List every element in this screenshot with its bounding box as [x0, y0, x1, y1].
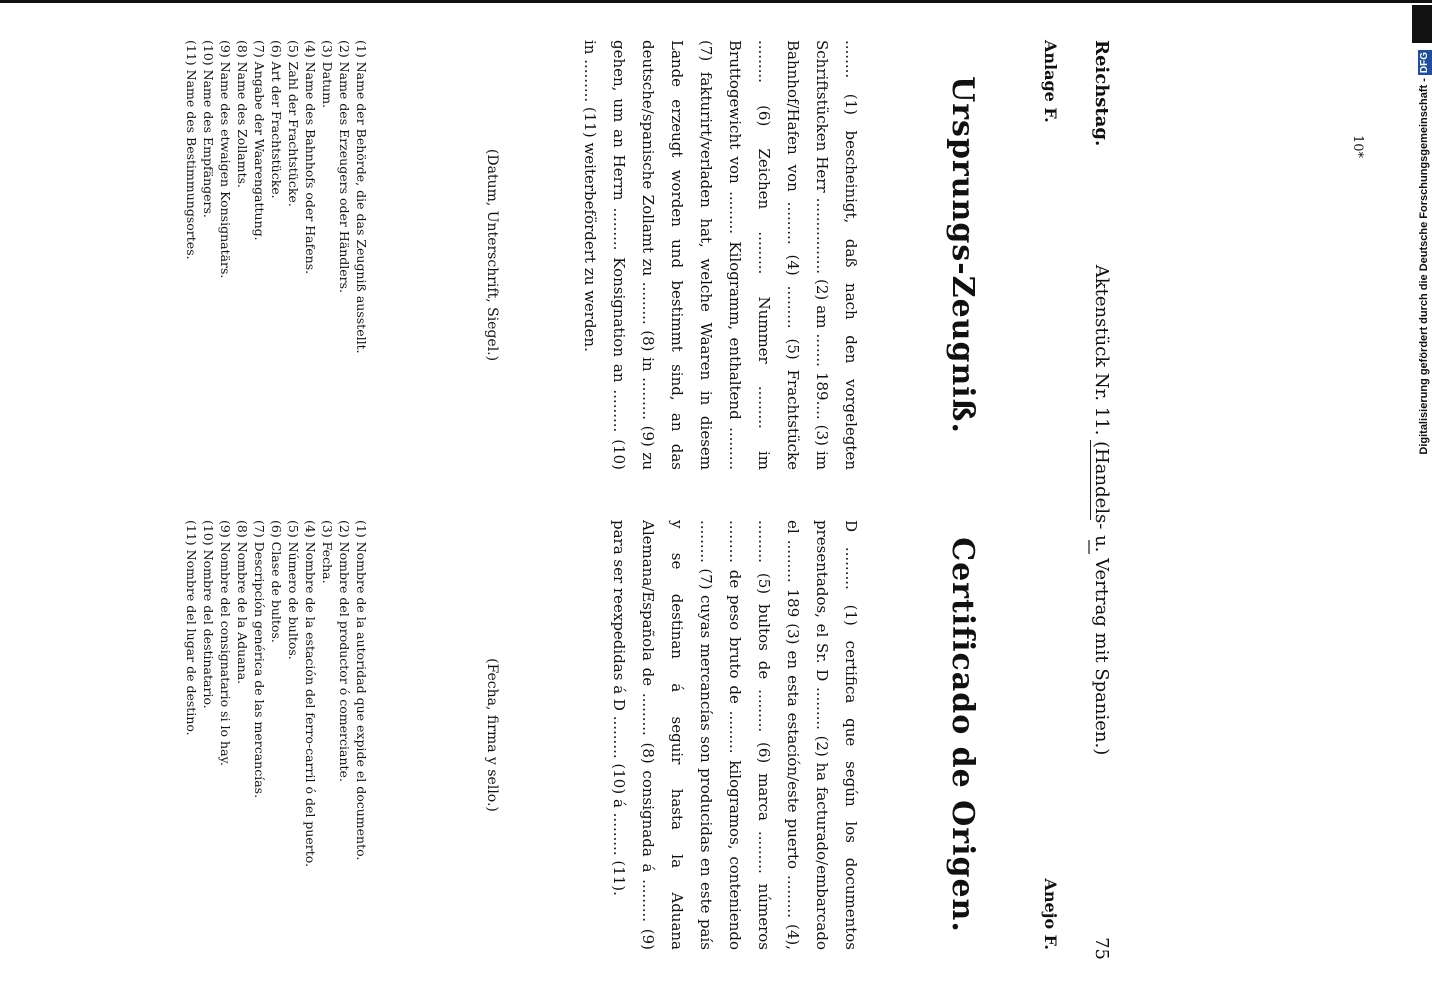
german-body-text: ........ (1) bescheinigt, daß nach den vorgelegten Schriftstücken Herr ................ (2) am ....... 189.... (3) im Bahnhof/Hafen von ......... (4) ......... (5) Frachtstücke ......... (6) Zeichen ......... Nummer ......... im Bruttogewicht von ......... Kilogramm, enthaltend ......... (7) fakturirt/verladen hat, welche Waaren in diesem Lande erzeugt worden und bestimmt sind, an das deutsche/spanische Zollamt zu ......... (8) in ......... (9) zu gehen, um an Herrn ......... Konsignation an ......... (10) in ......... (11) weiterbefördert zu werden. [581, 40, 860, 470]
footnote: (1) Name der Behörde, die das Zeugniß ausstellt. [354, 40, 369, 354]
footnote: (11) Nombre del lugar de destino. [184, 520, 199, 736]
german-signature-line: (Datum, Unterschrift, Siegel.) [484, 148, 500, 362]
running-header [1082, 40, 1112, 960]
dfg-credit-text: Digitalisierung gefördert durch die Deutsche Forschungsgemeinschaft - [1418, 78, 1430, 455]
spanish-annex-label: Anejo F. [1041, 878, 1060, 950]
footnote: (6) Art der Frachtstücke. [269, 40, 284, 199]
column-divider [1090, 440, 1091, 520]
german-certificate [60, 40, 1060, 470]
spanish-signature-line: (Fecha, firma y sello.) [484, 658, 500, 812]
german-annex-label: Anlage F. [1041, 40, 1060, 123]
spanish-footnotes [183, 520, 370, 950]
rotated-document-page [30, 40, 1120, 960]
footnote: (7) Descripción genérica de las mercancías. [252, 520, 267, 799]
page-number: 75 [1091, 937, 1112, 960]
german-title: Ursprungs-Zeugniß. [945, 76, 980, 434]
footnote: (10) Nombre del destinatario. [201, 520, 216, 709]
footnote: (7) Angabe der Waarengattung. [252, 40, 267, 241]
footnote: (5) Número de bultos. [286, 520, 301, 660]
footnote: (9) Nombre del consignatario si lo hay. [218, 520, 233, 766]
footnote: (1) Nombre de la autoridad que expide el documento. [354, 520, 369, 861]
footnote: (10) Name des Empfängers. [201, 40, 216, 218]
spanish-body-text: D ......... (1) certifica que según los documentos presentados, el Sr. D ......... (2) ha facturado/embarcado el ......... 189 (3) en esta estación/este puerto ......... (4), ......... (5) bultos de ......... (6) marca ......... números ......... de peso bruto de ......... kilogramos, conteniendo ......... (7) cuyas mercancías son producidas en este país y se destinan á seguir hasta la Aduana Alemana/Española de ......... (8) consignada á ......... (9) para ser reexpedidas á D ......... (10) á ......... (11). [610, 520, 860, 950]
footnote: (3) Datum. [320, 40, 335, 109]
page-signature-mark: 10* [1350, 135, 1365, 159]
scan-edge-right [1412, 5, 1432, 43]
footnote: (2) Nombre del productor ó comerciante. [337, 520, 352, 782]
footnote: (8) Name des Zollamts. [235, 40, 250, 189]
spanish-title: Certificado de Origen. [945, 537, 980, 933]
header-left: Reichstag. [1091, 40, 1112, 147]
scan-edge-top [0, 0, 1432, 3]
footnote: (4) Name des Bahnhofs oder Hafens. [303, 40, 318, 275]
spanish-certificate [60, 520, 1060, 950]
footnote: (8) Nombre de la Aduana. [235, 520, 250, 685]
footnote: (2) Name des Erzeugers oder Händlers. [337, 40, 352, 294]
footnote: (4) Nombre de la estación del ferro-carril ó del puerto. [303, 520, 318, 868]
footnote: (5) Zahl der Frachtstücke. [286, 40, 301, 207]
footnote: (9) Name des etwaigen Konsignatärs. [218, 40, 233, 279]
footnote: (6) Clase de bultos. [269, 520, 284, 643]
dfg-logo: DFG [1419, 52, 1430, 74]
header-center: Aktenstück Nr. 11. (Handels- u. Vertrag mit Spanien.) [1091, 264, 1112, 756]
german-footnotes [183, 40, 370, 470]
divider-mark [1088, 540, 1090, 554]
dfg-credit [1412, 50, 1432, 990]
footnote: (11) Name des Bestimmungsortes. [184, 40, 199, 260]
footnote: (3) Fecha. [320, 520, 335, 584]
